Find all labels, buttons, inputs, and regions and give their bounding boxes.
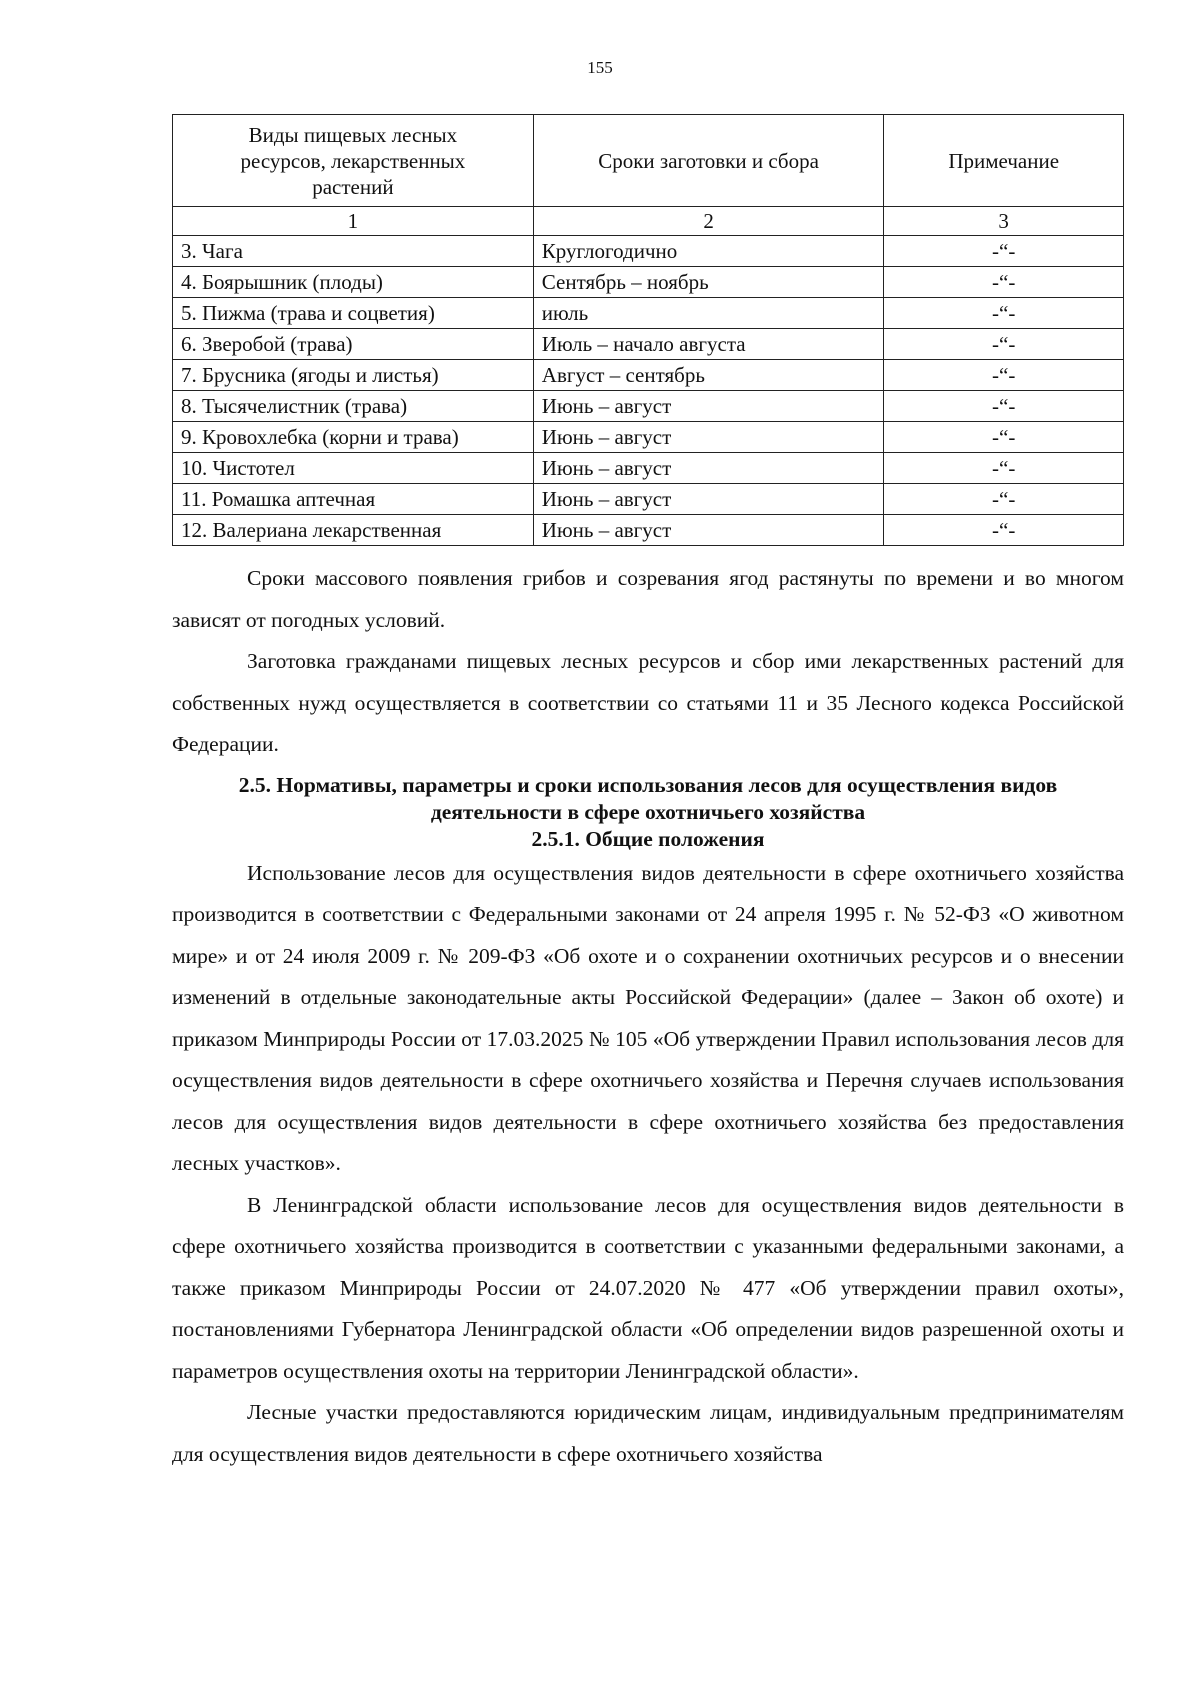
- resource-name: 12. Валериана лекарственная: [173, 515, 534, 546]
- table-row: [173, 298, 1124, 329]
- paragraph-leningrad-region: В Ленинградской области использование лесов для осуществления видов деятельности в сфере охотничьего хозяйства производится в соответствии с указанными федеральными законами, а также приказом Минприроды России от 24.07.2020 № 477 «Об утверждении правил охоты», постановлениями Губернатора Ленинградской области «Об определении видов разрешенной охоты и параметров осуществления охоты на территории Ленинградской области».: [172, 1192, 1124, 1383]
- note: -“-: [884, 360, 1124, 391]
- header-note: Примечание: [884, 115, 1124, 207]
- harvest-period: Июнь – август: [533, 484, 884, 515]
- note: -“-: [884, 329, 1124, 360]
- paragraph-citizen-harvesting: Заготовка гражданами пищевых лесных ресурсов и сбор ими лекарственных растений для собственных нужд осуществляется в соответствии со статьями 11 и 35 Лесного кодекса Российской Федерации.: [172, 649, 1124, 756]
- column-number: 2: [533, 207, 884, 236]
- note: -“-: [884, 484, 1124, 515]
- column-number: 3: [884, 207, 1124, 236]
- forest-resources-table: [172, 114, 1124, 546]
- table-row: [173, 267, 1124, 298]
- column-number: 1: [173, 207, 534, 236]
- note: -“-: [884, 391, 1124, 422]
- harvest-period: Август – сентябрь: [533, 360, 884, 391]
- header-harvest-period: Сроки заготовки и сбора: [533, 115, 884, 207]
- table-header-row: [173, 115, 1124, 207]
- harvest-period: июль: [533, 298, 884, 329]
- resource-name: 6. Зверобой (трава): [173, 329, 534, 360]
- paragraph-federal-laws: Использование лесов для осуществления видов деятельности в сфере охотничьего хозяйства производится в соответствии с Федеральными законами от 24 апреля 1995 г. № 52-ФЗ «О животном мире» и от 24 июля 2009 г. № 209-ФЗ «Об охоте и о сохранении охотничьих ресурсов и о внесении изменений в отдельные законодательные акты Российской Федерации» (далее – Закон об охоте) и приказом Минприроды России от 17.03.2025 № 105 «Об утверждении Правил использования лесов для осуществления видов деятельности в сфере охотничьего хозяйства и Перечня случаев использования лесов для осуществления видов деятельности в сфере охотничьего хозяйства без предоставления лесных участков».: [172, 860, 1124, 1175]
- harvest-period: Июнь – август: [533, 453, 884, 484]
- paragraph-mushrooms-berries: Сроки массового появления грибов и созревания ягод растянуты по времени и во многом зависят от погодных условий.: [172, 566, 1124, 632]
- harvest-period: Сентябрь – ноябрь: [533, 267, 884, 298]
- table-row: [173, 453, 1124, 484]
- page-number: 155: [587, 58, 613, 77]
- note: -“-: [884, 236, 1124, 267]
- paragraph-forest-plots: Лесные участки предоставляются юридическим лицам, индивидуальным предпринимателям для осуществления видов деятельности в сфере охотничьего хозяйства: [172, 1400, 1124, 1466]
- harvest-period: Круглогодично: [533, 236, 884, 267]
- resource-name: 8. Тысячелистник (трава): [173, 391, 534, 422]
- note: -“-: [884, 422, 1124, 453]
- note: -“-: [884, 267, 1124, 298]
- table-row: [173, 422, 1124, 453]
- harvest-period: Июль – начало августа: [533, 329, 884, 360]
- table-row: [173, 515, 1124, 546]
- table-row: [173, 484, 1124, 515]
- harvest-period: Июнь – август: [533, 422, 884, 453]
- resource-name: 10. Чистотел: [173, 453, 534, 484]
- note: -“-: [884, 453, 1124, 484]
- resource-name: 7. Брусника (ягоды и листья): [173, 360, 534, 391]
- table-row: [173, 360, 1124, 391]
- section-heading: 2.5. Нормативы, параметры и сроки использования лесов для осуществления видов деятельности в сфере охотничьего хозяйства: [238, 772, 1058, 824]
- resource-name: 5. Пижма (трава и соцветия): [173, 298, 534, 329]
- table-row: [173, 391, 1124, 422]
- resource-name: 9. Кровохлебка (корни и трава): [173, 422, 534, 453]
- resource-name: 3. Чага: [173, 236, 534, 267]
- document-body: [172, 558, 1124, 1475]
- table-row: [173, 329, 1124, 360]
- harvest-period: Июнь – август: [533, 515, 884, 546]
- subsection-heading: 2.5.1. Общие положения: [531, 826, 765, 851]
- harvest-period: Июнь – август: [533, 391, 884, 422]
- note: -“-: [884, 298, 1124, 329]
- table-row: [173, 236, 1124, 267]
- table-column-numbers-row: [173, 207, 1124, 236]
- resource-name: 11. Ромашка аптечная: [173, 484, 534, 515]
- resource-name: 4. Боярышник (плоды): [173, 267, 534, 298]
- header-resource-types: Виды пищевых лесных ресурсов, лекарственных растений: [173, 115, 534, 207]
- note: -“-: [884, 515, 1124, 546]
